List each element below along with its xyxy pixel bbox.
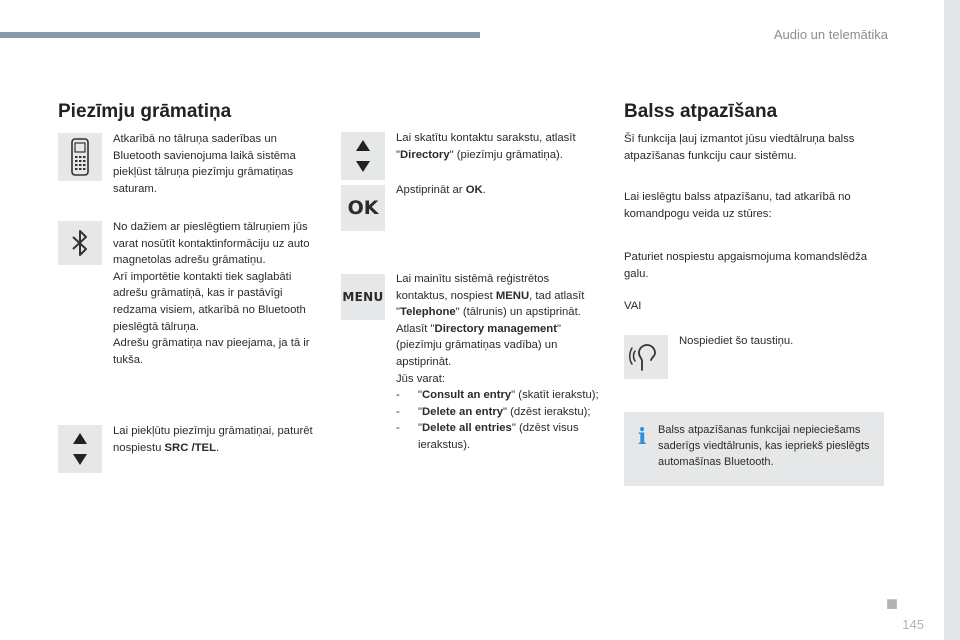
left-paragraph-2 [113,219,318,368]
left-heading: Piezīmju grāmatiņa [58,101,232,122]
ok-label: OK [465,184,483,196]
text-run: . [215,441,220,454]
directory-management-label: Directory management [434,322,557,335]
text-run: " (tālrunis) un apstiprināt. [455,306,581,319]
text-run: " (piezīmju grāmatiņas vadība) un apstiprināt. [396,322,561,368]
header-accent-bar [0,32,480,38]
left-paragraph-2b: Arī importētie kontakti tiek saglabāti adrešu grāmatiņā, kas ir pastāvīgi redzama visiem, atkarībā no Bluetooth pieslēgtā tālruņa. [113,270,306,333]
text-run: " (dzēst ierakstu); [503,405,591,418]
right-paragraph-2: Lai ieslēgtu balss atpazīšanu, tad atkarībā no komandpogu veida uz stūres: [624,191,851,220]
bluetooth-icon-box [58,221,102,265]
left-paragraph-3 [113,423,318,456]
left-paragraph-2c: Adrešu grāmatiņa nav pieejama, ja tā ir tukša. [113,337,310,366]
right-paragraph-3: Paturiet nospiestu apgaismojuma komandslēdža galu. [624,251,868,280]
dash: - [396,389,400,402]
page-number: 145 [902,617,924,632]
ok-button-label: OK [347,197,379,219]
middle-paragraph-3 [396,271,601,454]
up-down-arrows-box [58,425,102,473]
right-heading: Balss atpazīšana [624,101,778,122]
option-label: Consult an entry [422,389,512,402]
section-title: Audio un telemātika [773,27,888,42]
middle-paragraph-5: Jūs varat: [396,372,445,385]
voice-recognition-icon [629,340,663,374]
menu-button-label: MENU [342,290,384,304]
list-item [396,387,601,404]
left-paragraph-2a: No dažiem ar pieslēgtiem tālruņiem jūs varat nosūtīt kontaktinformāciju uz auto magnetolas adrešu grāmatiņu. [113,221,310,267]
text-run: Lai mainītu sistēmā reģistrētos kontaktus, nospiest [396,273,550,302]
text-run: " [418,405,423,418]
list-item [396,404,601,421]
page-edge-strip [944,0,960,640]
text-run: Atlasīt " [396,322,435,335]
text-run: " (piezīmju grāmatiņa). [449,148,563,161]
text-run: " [418,422,423,435]
text-run: " [418,389,423,402]
right-paragraph-or: VAI [624,300,642,312]
middle-paragraph-3a [396,271,601,321]
up-down-arrows-icon [71,431,89,467]
text-run: " (skatīt ierakstu); [511,389,599,402]
dash: - [396,405,400,418]
src-tel-label: SRC /TEL [164,441,216,454]
phone-icon [69,137,91,177]
info-box [624,412,884,486]
directory-label: Directory [400,148,450,161]
voice-button-box [624,335,668,379]
text-run: . [482,184,486,196]
option-label: Delete an entry [422,405,504,418]
text-run: Lai piekļūtu piezīmju grāmatiņai, paturēt nospiestu [113,425,313,454]
telephone-label: Telephone [400,306,456,319]
bluetooth-icon [70,228,90,258]
list-item [396,420,601,453]
text-run: " (dzēst visus ierakstus). [418,422,579,451]
up-down-arrows-icon [354,138,372,174]
menu-button-box [341,274,385,320]
option-label: Delete all entries [422,422,512,435]
text-run: Lai skatītu kontaktu sarakstu, atlasīt " [396,132,576,161]
left-paragraph-1: Atkarībā no tālruņa saderības un Bluetooth savienojuma laikā sistēma piekļūst tālruņa piezīmju grāmatiņas saturam. [113,133,296,195]
right-paragraph-1: Šī funkcija ļauj izmantot jūsu viedtālruņa balss atpazīšanas funkciju caur sistēmu. [624,133,855,162]
text-run: Apstiprināt ar [396,184,466,196]
up-down-arrows-box-2 [341,132,385,180]
text-run: , tad atlasīt " [396,289,585,319]
info-text: Balss atpazīšanas funkcijai nepieciešams saderīgs viedtālrunis, kas iepriekš pieslēgts automašīnas Bluetooth. [658,424,870,468]
right-paragraph-5: Nospiediet šo taustiņu. [679,335,794,347]
middle-paragraph-1 [396,130,601,163]
phone-icon-box [58,133,102,181]
page-dot: ■ [885,593,898,615]
info-icon: i [638,424,647,450]
middle-paragraph-2 [396,182,601,199]
ok-button-box [341,185,385,231]
options-list [396,387,601,453]
dash: - [396,422,400,435]
menu-label: MENU [495,289,530,302]
middle-paragraph-4 [396,321,601,371]
